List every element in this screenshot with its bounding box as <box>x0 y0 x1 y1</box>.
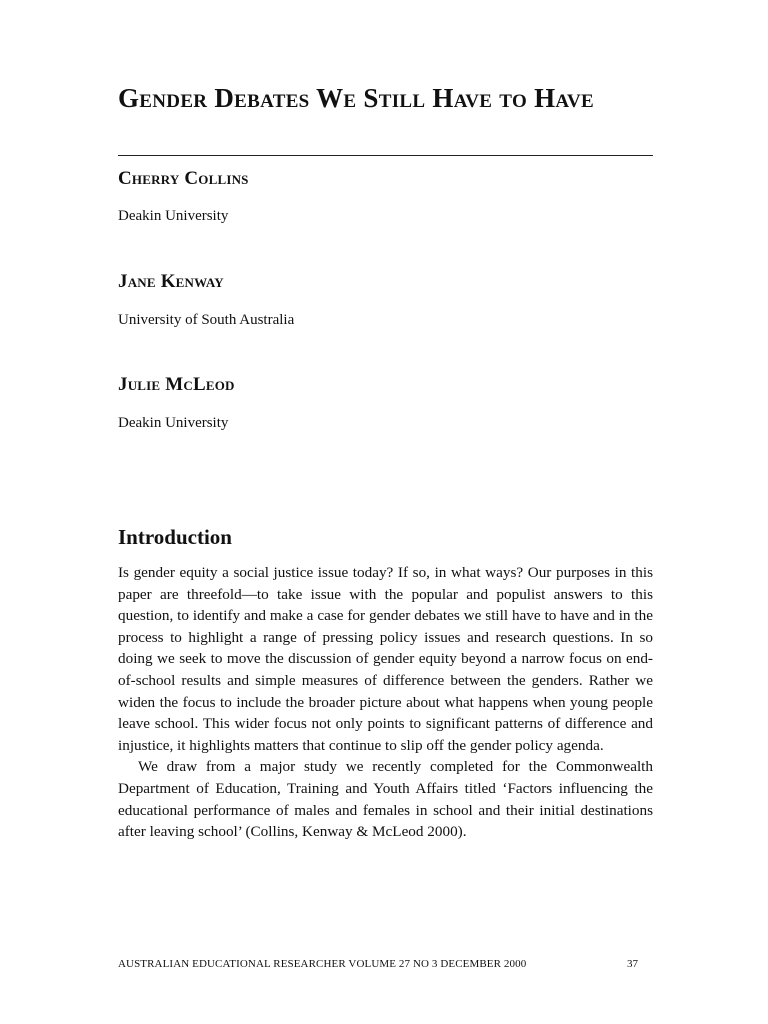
author-name-2: Jane Kenway <box>118 271 224 292</box>
author-name-3: Julie McLeod <box>118 374 235 395</box>
body-paragraph-2: We draw from a major study we recently completed for the Commonwealth Department of Education, Training and Youth Affairs titled ‘Factors influencing the educational performance of males and females in school and their initial destinations after leaving school’ (Collins, Kenway & McLeod 2000). <box>118 758 653 841</box>
title-divider <box>118 155 653 156</box>
journal-footer: AUSTRALIAN EDUCATIONAL RESEARCHER VOLUME 27 NO 3 DECEMBER 2000 <box>118 958 527 970</box>
body-paragraph-1: Is gender equity a social justice issue today? If so, in what ways? Our purposes in this paper are threefold—to take issue with the popular and populist answers to this question, to identify and make a case for gender debates we still have to have and in the process to highlight a range of pressing policy issues and research questions. In so doing we seek to move the discussion of gender equity beyond a narrow focus on end-of-school results and simple measures of difference between the genders. Rather we widen the focus to include the broader picture about what happens when young people leave school. This wider focus not only points to significant patterns of difference and injustice, it highlights matters that continue to slip off the gender policy agenda. <box>118 564 653 754</box>
page-number: 37 <box>627 958 638 970</box>
section-body <box>118 562 653 843</box>
article-title: Gender Debates We Still Have to Have <box>118 83 594 113</box>
author-affiliation-2: University of South Australia <box>118 312 295 328</box>
author-affiliation-3: Deakin University <box>118 415 229 431</box>
author-affiliation-1: Deakin University <box>118 208 229 224</box>
section-heading: Introduction <box>118 525 232 549</box>
author-name-1: Cherry Collins <box>118 168 249 189</box>
